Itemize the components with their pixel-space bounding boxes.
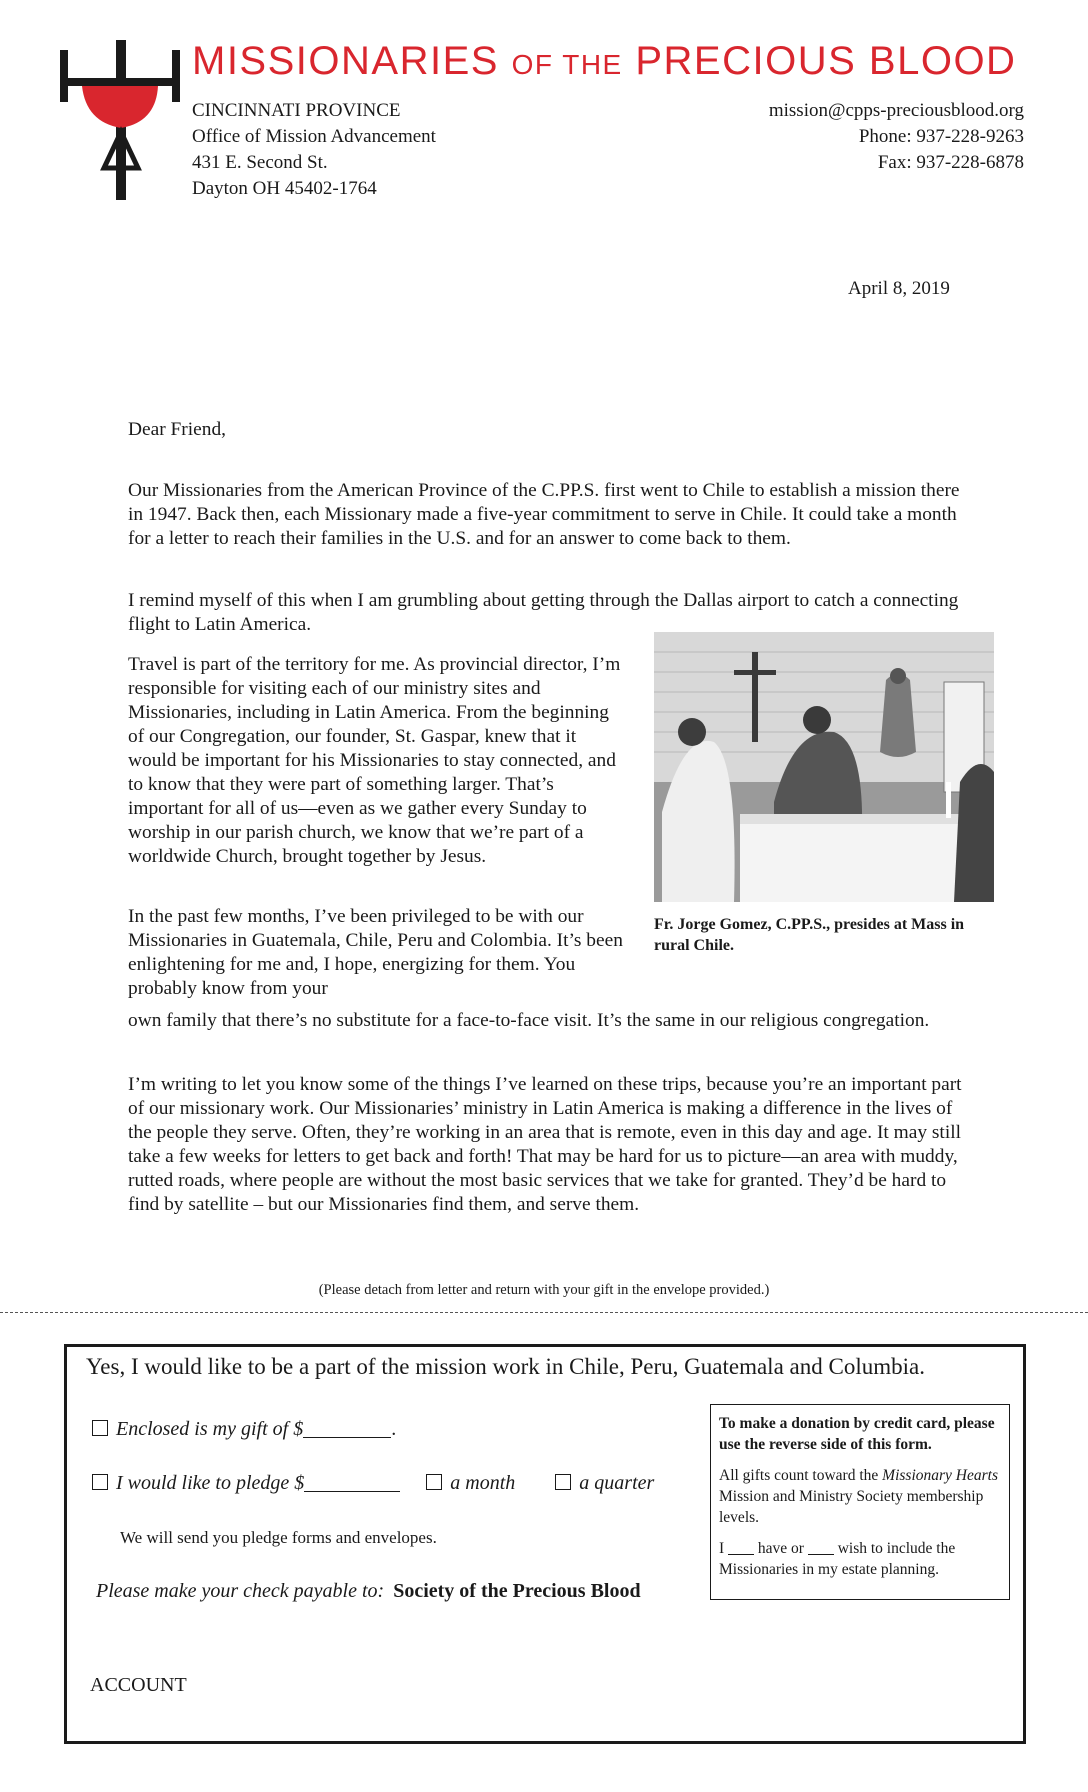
paragraph: Travel is part of the territory for me. As provincial director, I’m responsible for visiting each of our ministry sites and Missionaries, including in Latin America. From the beginning of our Congregation, our founder, St. Gaspar, knew that it would be important for his Missionaries to stay connected, and to know that they were part of something larger. That’s important for all of us—even as we gather every Sunday to worship in our parish church, we know that we’re part of a worldwide Church, brought together by Jesus. [128,654,621,868]
fax-text: Fax: 937-228-6878 [877,152,1024,173]
gift-row [92,1418,396,1441]
photo-caption: Fr. Jorge Gomez, C.PP.S., presides at Mass in rural Chile. [654,916,965,954]
contact-block [769,98,1024,176]
gift-amount-field[interactable] [303,1419,391,1438]
address-line: CINCINNATI PROVINCE [192,100,401,121]
estate-have-or: have or [757,1540,804,1557]
paragraph: I remind myself of this when I am grumbling about getting through the Dallas airport to catch a connecting flight to Latin America. [128,590,959,636]
gifts-society: Missionary Hearts [882,1467,998,1484]
payable-row [96,1580,641,1603]
gift-suffix: . [391,1418,397,1440]
estate-wish-field[interactable] [808,1540,834,1555]
quarter-checkbox[interactable] [555,1474,571,1490]
detach-note: (Please detach from letter and return with your gift in the envelope provided.) [318,1282,770,1298]
payee-name: Society of the Precious Blood [393,1580,641,1602]
gift-label: Enclosed is my gift of $ [116,1418,304,1440]
paragraph: In the past few months, I’ve been privileged to be with our Missionaries in Guatemala, Chile, Peru and Colombia. It’s been enlightening for me and, I hope, energizing for them. You probably know from your [128,906,623,1000]
credit-card-note: To make a donation by credit card, please use the reverse side of this form. [719,1415,995,1453]
quarter-label: a quarter [579,1472,655,1494]
gifts-prefix: All gifts count toward the [719,1467,883,1484]
gift-checkbox[interactable] [92,1420,108,1436]
letter-date: April 8, 2019 [848,278,950,299]
month-checkbox[interactable] [426,1474,442,1490]
org-name-part2: PRECIOUS BLOOD [635,39,1017,83]
address-line: Dayton OH 45402-1764 [192,178,377,199]
estate-i: I [719,1540,725,1557]
paragraph: I’m writing to let you know some of the things I’ve learned on these trips, because you’re an important part of our missionary work. Our Missionaries’ ministry in Latin America is making a difference in the lives of the people they serve. Often, they’re working in an area that is remote, even in this day and age. It may still take a few weeks for letters to get back and forth! That may be hard for us to picture—an area with muddy, rutted roads, where people are without the most basic services that we take for granted. They’d be hard to find by satellite – but our Missionaries find them, and serve them. [128,1074,962,1216]
pledge-note: We will send you pledge forms and envelopes. [120,1528,437,1547]
pledge-checkbox[interactable] [92,1474,108,1490]
payable-label: Please make your check payable to: [96,1580,385,1602]
paragraph: Our Missionaries from the American Province of the C.PP.S. first went to Chile to establish a mission there in 1947. Back then, each Missionary made a five-year commitment to serve in Chile. It could take a month for a letter to reach their families in the U.S. and for an answer to come back to them. [128,480,960,550]
mass-photo [654,632,994,902]
pledge-label: I would like to pledge $ [116,1472,305,1494]
address-block [192,98,436,202]
address-line: Office of Mission Advancement [192,126,436,147]
form-title: Yes, I would like to be a part of the mission work in Chile, Peru, Guatemala and Columbia. [86,1354,925,1379]
estate-note [719,1538,1001,1580]
email-text: mission@cpps-preciousblood.org [768,100,1024,121]
month-label: a month [450,1472,516,1494]
pledge-amount-field[interactable] [304,1473,400,1492]
address-line: 431 E. Second St. [192,152,328,173]
org-name-of-the: OF THE [511,49,623,80]
estate-wish: wish to include the Missionaries in my estate planning. [719,1540,956,1578]
salutation: Dear Friend, [128,419,226,440]
gifts-suffix: Mission and Ministry Society membership levels. [719,1488,984,1526]
paragraph: own family that there’s no substitute for a face-to-face visit. It’s the same in our religious congregation. [128,1010,930,1032]
pledge-row [92,1472,654,1495]
gifts-note [719,1465,1001,1528]
cut-line [0,1312,1088,1313]
cross-chalice-icon [60,40,180,200]
org-name [192,36,1072,90]
org-name-part1: MISSIONARIES [192,39,499,83]
estate-have-field[interactable] [728,1540,754,1555]
phone-text: Phone: 937-228-9263 [858,126,1024,147]
account-label: ACCOUNT [90,1674,187,1696]
info-sidebox [710,1404,1010,1600]
